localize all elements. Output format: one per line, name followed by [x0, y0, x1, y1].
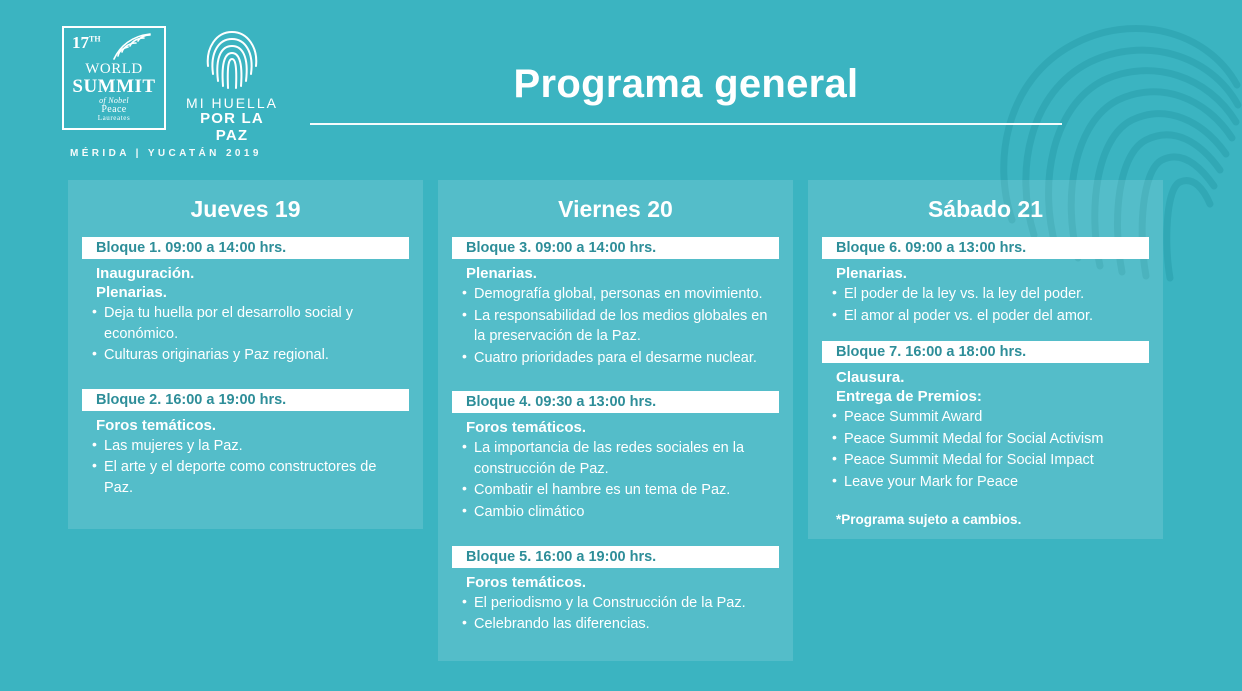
block-subtitle: Entrega de Premios:	[836, 388, 982, 406]
block	[822, 237, 1149, 326]
list-item: • Combatir el hambre es un tema de Paz.	[460, 480, 779, 501]
day-column-friday	[438, 180, 793, 661]
mi-huella-logo	[184, 26, 280, 144]
block-item-list	[82, 303, 409, 366]
block-header: Bloque 5. 16:00 a 19:00 hrs.	[452, 546, 779, 568]
block-item-list	[452, 284, 779, 368]
list-item: • Cambio climático	[460, 502, 779, 523]
list-item: • Peace Summit Medal for Social Activism	[830, 429, 1149, 450]
logo-line-ofnobel: of Nobel	[99, 95, 129, 105]
block-item-list	[822, 284, 1149, 326]
block	[452, 237, 779, 368]
block-item-list	[452, 438, 779, 522]
block-subtitle: Foros temáticos.	[466, 419, 587, 437]
huella-line1: MI HUELLA	[186, 95, 278, 111]
block-header: Bloque 4. 09:30 a 13:00 hrs.	[452, 391, 779, 413]
logo-line-peace: Peace	[101, 103, 127, 115]
spacer	[822, 327, 1149, 341]
title-zone	[310, 62, 1062, 125]
block	[452, 546, 779, 635]
block-header: Bloque 3. 09:00 a 14:00 hrs.	[452, 237, 779, 259]
block-header: Bloque 2. 16:00 a 19:00 hrs.	[82, 389, 409, 411]
logo-zone	[62, 26, 280, 144]
list-item: • Peace Summit Medal for Social Impact	[830, 450, 1149, 471]
block-subtitle: Foros temáticos.	[466, 573, 587, 591]
block	[82, 389, 409, 499]
spacer	[452, 369, 779, 391]
block	[452, 391, 779, 522]
logo-line-laureates: Laureates	[97, 114, 131, 123]
block-subtitle: Foros temáticos.	[96, 416, 217, 434]
day-title: Sábado 21	[927, 196, 1044, 222]
list-item: • El amor al poder vs. el poder del amor.	[830, 306, 1149, 327]
logo-line-summit: SUMMIT	[72, 76, 156, 98]
program-columns	[0, 180, 1242, 661]
list-item: • Demografía global, personas en movimiento.	[460, 284, 779, 305]
list-item: • El periodismo y la Construcción de la Paz.	[460, 593, 779, 614]
fingerprint-icon	[204, 26, 260, 92]
block-item-list	[822, 407, 1149, 492]
list-item: • La responsabilidad de los medios globales en la preservación de la Paz.	[460, 306, 779, 347]
block-header: Bloque 6. 09:00 a 13:00 hrs.	[822, 237, 1149, 259]
day-title: Jueves 19	[190, 196, 301, 222]
list-item: • Cuatro prioridades para el desarme nuclear.	[460, 348, 779, 369]
block-subtitle: Clausura.	[836, 369, 905, 387]
block	[822, 341, 1149, 492]
block-header: Bloque 1. 09:00 a 14:00 hrs.	[82, 237, 409, 259]
logo-edition-number: 17TH	[72, 33, 101, 52]
logo-wordmark	[64, 62, 164, 122]
page-title: Programa general	[513, 62, 859, 106]
list-item: • Deja tu huella por el desarrollo social y económico.	[90, 303, 409, 344]
day-column-thursday	[68, 180, 423, 529]
list-item: • Celebrando las diferencias.	[460, 614, 779, 635]
block-subtitle: Plenarias.	[466, 265, 537, 282]
day-column-saturday	[808, 180, 1163, 539]
list-item: • Las mujeres y la Paz.	[90, 436, 409, 457]
list-item: • El poder de la ley vs. la ley del poder.	[830, 284, 1149, 305]
poster-header	[0, 0, 1242, 175]
spacer	[82, 367, 409, 389]
block-item-list	[82, 436, 409, 499]
olive-branch-icon	[110, 32, 154, 62]
list-item: • Peace Summit Award	[830, 407, 1149, 428]
program-footnote: *Programa sujeto a cambios.	[836, 512, 1022, 528]
list-item: • La importancia de las redes sociales en la construcción de Paz.	[460, 438, 779, 479]
huella-line2: POR LA PAZ	[200, 110, 264, 144]
list-item: • El arte y el deporte como constructores de Paz.	[90, 457, 409, 498]
day-title: Viernes 20	[558, 196, 673, 222]
spacer	[452, 524, 779, 546]
block-subtitle: Plenarias.	[836, 265, 907, 282]
title-divider	[310, 123, 1062, 125]
block	[82, 237, 409, 366]
world-summit-logo	[62, 26, 166, 130]
block-subtitle: Inauguración.	[96, 265, 195, 282]
logo-line-world: WORLD	[85, 61, 143, 77]
block-item-list	[452, 593, 779, 635]
block-subtitle: Plenarias.	[96, 284, 167, 301]
list-item: • Leave your Mark for Peace	[830, 472, 1149, 493]
venue-line: MÉRIDA | YUCATÁN 2019	[70, 148, 262, 159]
list-item: • Culturas originarias y Paz regional.	[90, 345, 409, 366]
block-header: Bloque 7. 16:00 a 18:00 hrs.	[822, 341, 1149, 363]
